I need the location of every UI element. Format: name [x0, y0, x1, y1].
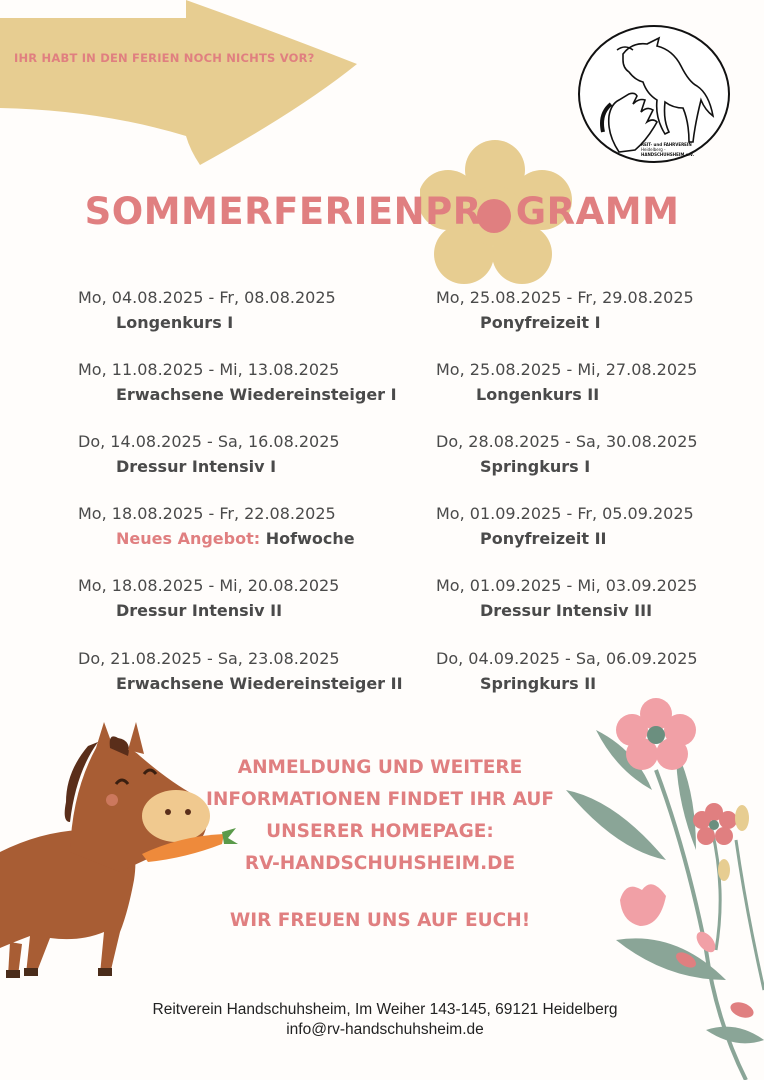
entry-course: Dressur Intensiv I — [116, 457, 277, 476]
entry-date: Do, 04.09.2025 - Sa, 06.09.2025 — [436, 649, 698, 668]
entry-date: Mo, 18.08.2025 - Mi, 20.08.2025 — [78, 576, 340, 595]
logo-line1: REIT- und FAHRVEREIN — [641, 142, 692, 147]
footer-email[interactable]: info@rv-handschuhsheim.de — [286, 1021, 484, 1038]
schedule-entry — [436, 649, 698, 693]
schedule-entry — [436, 288, 694, 332]
entry-date: Mo, 01.09.2025 - Mi, 03.09.2025 — [436, 576, 698, 595]
entry-date: Do, 21.08.2025 - Sa, 23.08.2025 — [78, 649, 340, 668]
entry-course: Springkurs II — [480, 674, 597, 693]
schedule-entry — [78, 360, 397, 404]
entry-date: Mo, 11.08.2025 - Mi, 13.08.2025 — [78, 360, 340, 379]
entry-course: Longenkurs II — [476, 385, 600, 404]
registration-info — [190, 752, 570, 880]
logo-line2: Heidelberg - — [641, 147, 666, 152]
teaser-text: IHR HABT IN DEN FERIEN NOCH NICHTS VOR? — [14, 51, 315, 65]
entry-course — [116, 529, 355, 548]
page-title — [0, 190, 764, 233]
entry-date: Do, 28.08.2025 - Sa, 30.08.2025 — [436, 432, 698, 451]
schedule-entry — [436, 360, 697, 404]
entry-date: Mo, 04.08.2025 - Fr, 08.08.2025 — [78, 288, 336, 307]
welcome-text: WIR FREUEN UNS AUF EUCH! — [229, 910, 531, 931]
entry-course: Erwachsene Wiedereinsteiger I — [116, 385, 397, 404]
title-part1: SOMMERFERIENPR — [84, 190, 482, 233]
entry-course: Longenkurs I — [116, 313, 234, 332]
schedule-entry — [436, 432, 698, 476]
info-line2: INFORMATIONEN FINDET IHR AUF — [205, 789, 555, 810]
entry-course-name: Hofwoche — [265, 529, 355, 548]
entry-date: Mo, 18.08.2025 - Fr, 22.08.2025 — [78, 504, 336, 523]
entry-course: Ponyfreizeit I — [480, 313, 601, 332]
new-offer-label: Neues Angebot: — [116, 529, 261, 548]
schedule-entry — [78, 504, 355, 548]
entry-course: Erwachsene Wiedereinsteiger II — [116, 674, 403, 693]
entry-date: Mo, 25.08.2025 - Mi, 27.08.2025 — [436, 360, 698, 379]
logo-line3: HANDSCHUHSHEIM e.V. — [641, 152, 695, 157]
entry-date: Mo, 25.08.2025 - Fr, 29.08.2025 — [436, 288, 694, 307]
title-part2: GRAMM — [515, 190, 680, 233]
entry-course: Ponyfreizeit II — [480, 529, 607, 548]
arrow-shape — [0, 0, 360, 170]
entry-course: Dressur Intensiv II — [116, 601, 283, 620]
schedule-entry — [436, 504, 694, 548]
entry-course: Springkurs I — [480, 457, 591, 476]
homepage-link[interactable]: RV-HANDSCHUHSHEIM.DE — [244, 853, 516, 874]
club-logo — [577, 24, 733, 164]
entry-course: Dressur Intensiv III — [480, 601, 653, 620]
schedule-entry — [436, 576, 697, 620]
footer-address: Reitverein Handschuhsheim, Im Weiher 143-145, 69121 Heidelberg — [152, 1001, 618, 1018]
entry-date: Mo, 01.09.2025 - Fr, 05.09.2025 — [436, 504, 694, 523]
schedule-entry — [78, 288, 336, 332]
schedule-entry — [78, 432, 340, 476]
info-line1: ANMELDUNG UND WEITERE — [237, 757, 523, 778]
entry-date: Do, 14.08.2025 - Sa, 16.08.2025 — [78, 432, 340, 451]
schedule-entry — [78, 649, 403, 693]
info-line3: UNSERER HOMEPAGE: — [266, 821, 494, 842]
schedule-entry — [78, 576, 339, 620]
